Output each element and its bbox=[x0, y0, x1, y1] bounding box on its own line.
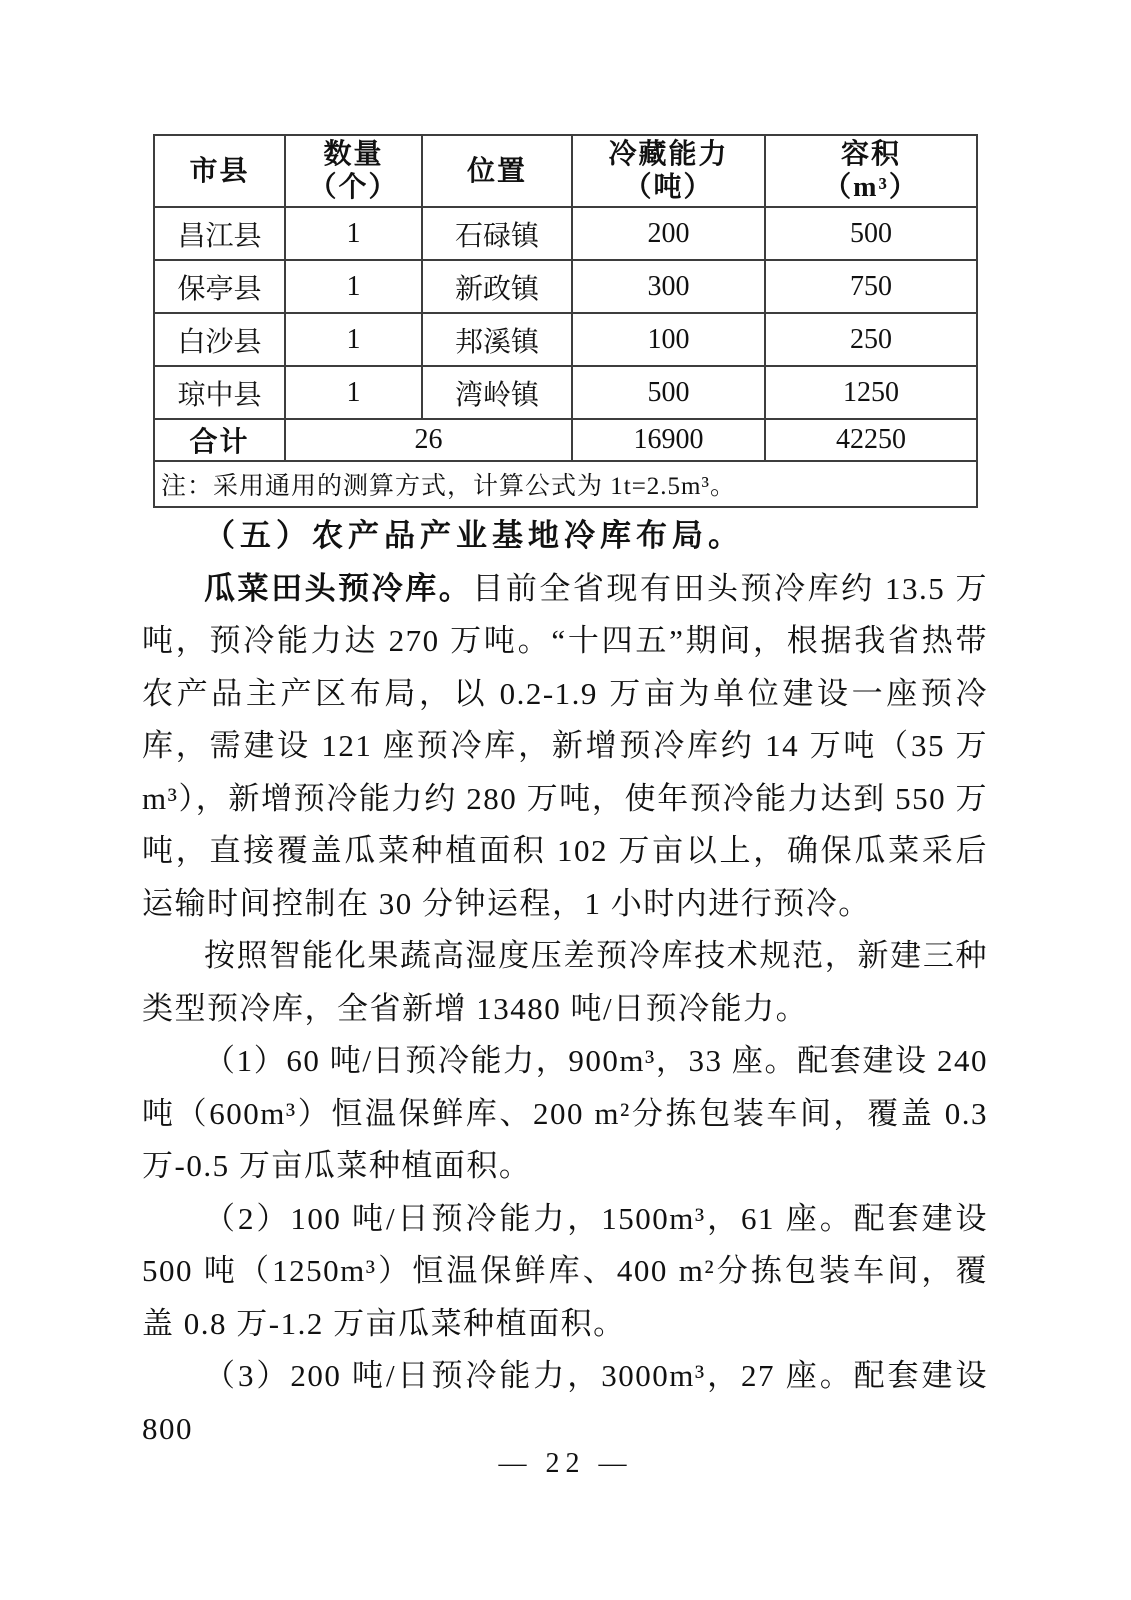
total-volume: 42250 bbox=[765, 419, 977, 461]
cold-storage-table bbox=[153, 134, 978, 508]
paragraph-type2: （2）100 吨/日预冷能力，1500m³，61 座。配套建设 500 吨（1250m³）恒温保鲜库、400 m²分拣包装车间，覆盖 0.8 万-1.2 万亩瓜菜种植面积。 bbox=[142, 1200, 988, 1341]
header-county bbox=[154, 135, 285, 207]
header-location-line1: 位置 bbox=[466, 155, 527, 187]
cell-county: 琼中县 bbox=[154, 366, 285, 419]
total-capacity: 16900 bbox=[572, 419, 765, 461]
header-capacity-line1: 冷藏能力 bbox=[608, 139, 729, 170]
header-volume-line1: 容积 bbox=[840, 139, 901, 170]
header-capacity bbox=[572, 135, 765, 207]
table-note: 注：采用通用的测算方式，计算公式为 1t=2.5m³。 bbox=[154, 461, 977, 507]
paragraph-type1: （1）60 吨/日预冷能力，900m³，33 座。配套建设 240 吨（600m³）恒温保鲜库、200 m²分拣包装车间，覆盖 0.3 万-0.5 万亩瓜菜种植面积。 bbox=[142, 1043, 988, 1183]
cell-county: 保亭县 bbox=[154, 260, 285, 313]
cell-capacity: 200 bbox=[572, 207, 765, 260]
body-text bbox=[142, 510, 988, 1455]
table-total-row bbox=[154, 419, 977, 461]
cell-volume: 750 bbox=[765, 260, 977, 313]
header-count-line2: （个） bbox=[308, 172, 399, 203]
table-note-row bbox=[154, 461, 977, 507]
paragraph-standards: 按照智能化果蔬高湿度压差预冷库技术规范，新建三种类型预冷库，全省新增 13480 吨/日预冷能力。 bbox=[142, 938, 988, 1026]
header-count-line1: 数量 bbox=[323, 139, 384, 170]
table-row bbox=[154, 366, 977, 419]
cell-capacity: 300 bbox=[572, 260, 765, 313]
cell-capacity: 100 bbox=[572, 313, 765, 366]
header-volume-line2: （m³） bbox=[823, 172, 919, 203]
paragraph-precooling bbox=[142, 563, 988, 931]
header-location bbox=[422, 135, 572, 207]
cell-county: 白沙县 bbox=[154, 313, 285, 366]
cell-location: 湾岭镇 bbox=[422, 366, 572, 419]
table-row bbox=[154, 313, 977, 366]
cell-count: 1 bbox=[285, 313, 422, 366]
cell-location: 石碌镇 bbox=[422, 207, 572, 260]
paragraph-lead-bold: 瓜菜田头预冷库。 bbox=[204, 570, 473, 606]
table-row bbox=[154, 207, 977, 260]
document-content bbox=[142, 134, 988, 1455]
cell-volume: 1250 bbox=[765, 366, 977, 419]
section-heading: （五）农产品产业基地冷库布局。 bbox=[204, 518, 744, 553]
paragraph-precooling-text: 目前全省现有田头预冷库约 13.5 万吨，预冷能力达 270 万吨。“十四五”期间，根据我省热带农产品主产区布局，以 0.2-1.9 万亩为单位建设一座预冷库，需建设 121 座预冷库，新增预冷库约 14 万吨（35 万 m³），新增预冷能力约 280 万吨，使年预冷能力达到 550 万吨，直接覆盖瓜菜种植面积 102 万亩以上，确保瓜菜采后运输时间控制在 30 分钟运程，1 小时内进行预冷。 bbox=[142, 570, 989, 921]
cell-count: 1 bbox=[285, 207, 422, 260]
header-capacity-line2: （吨） bbox=[623, 172, 714, 203]
cell-volume: 250 bbox=[765, 313, 977, 366]
cell-count: 1 bbox=[285, 260, 422, 313]
cell-count: 1 bbox=[285, 366, 422, 419]
cell-location: 邦溪镇 bbox=[422, 313, 572, 366]
page-number: — 22 — bbox=[498, 1448, 633, 1479]
paragraph-type3: （3）200 吨/日预冷能力，3000m³，27 座。配套建设 800 bbox=[142, 1358, 988, 1446]
cell-location: 新政镇 bbox=[422, 260, 572, 313]
total-count: 26 bbox=[285, 419, 572, 461]
header-volume bbox=[765, 135, 977, 207]
table-header-row bbox=[154, 135, 977, 207]
table-row bbox=[154, 260, 977, 313]
header-county-line1: 市县 bbox=[189, 155, 250, 187]
cell-volume: 500 bbox=[765, 207, 977, 260]
total-label: 合计 bbox=[154, 419, 285, 461]
cell-capacity: 500 bbox=[572, 366, 765, 419]
cell-county: 昌江县 bbox=[154, 207, 285, 260]
header-count bbox=[285, 135, 422, 207]
